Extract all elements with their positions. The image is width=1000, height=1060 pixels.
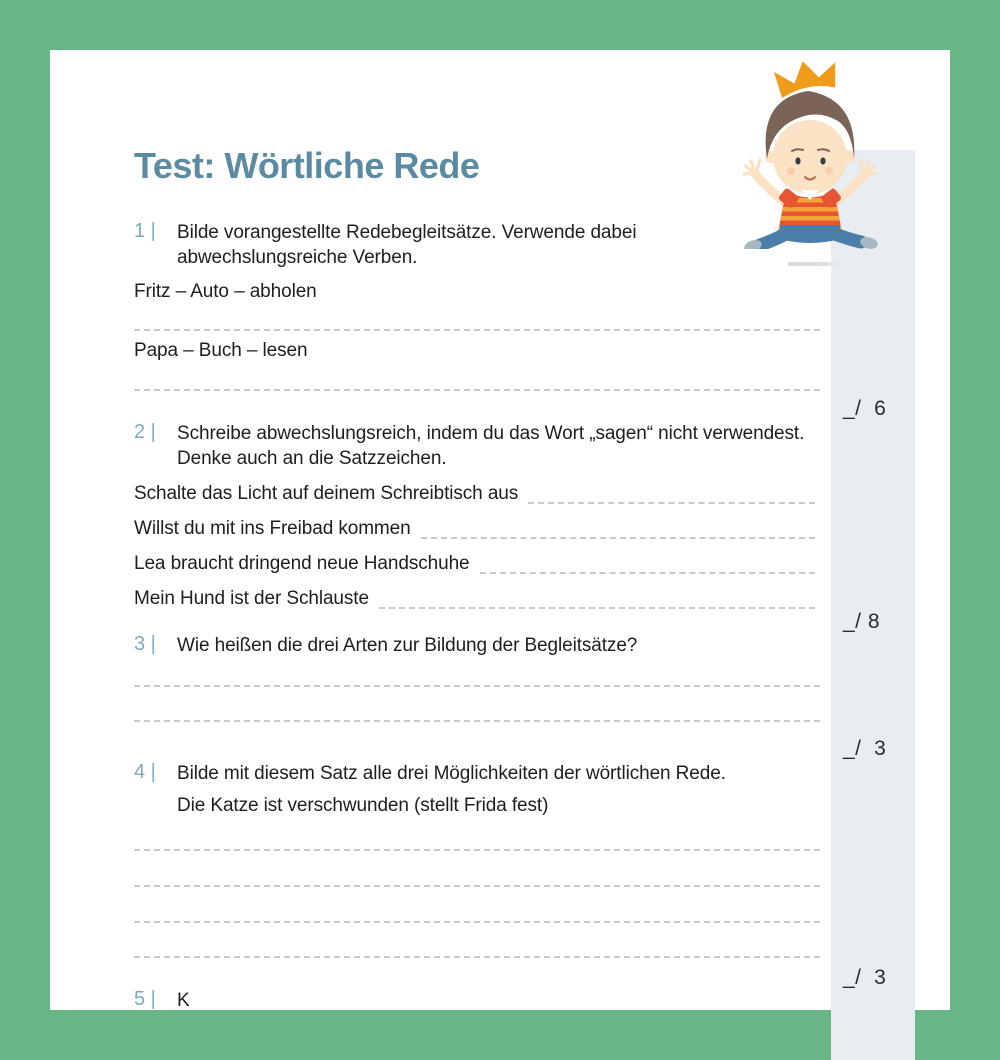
task-1-header: [134, 220, 636, 270]
writing-line: [134, 329, 820, 331]
task-2-instruction: Schreibe abwechslungsreich, indem du das Wort „sagen“ nicht verwendest. Denke auch an die Satzzeichen.: [177, 423, 805, 469]
writing-line: [134, 849, 820, 851]
writing-line: [134, 389, 820, 391]
task-4-score: _/ 3: [843, 966, 887, 989]
task-5-header-clipped: [134, 988, 834, 1010]
writing-line: [134, 720, 820, 722]
boy-shadow: [788, 262, 838, 266]
score-column: [831, 150, 915, 1060]
task-4-header: [134, 761, 726, 786]
task-2-header: [134, 421, 804, 471]
task-1-instruction: Bilde vorangestellte Redebegleitsätze. Verwende dabei abwechslungsreiche Verben.: [177, 222, 637, 268]
task-2-score: _/ 8: [843, 610, 881, 633]
writing-line: [480, 572, 816, 574]
writing-line: [379, 607, 815, 609]
task-1-score: _/ 6: [843, 397, 887, 420]
task-2-number: 2 |: [134, 421, 156, 443]
task-2-item-4: Mein Hund ist der Schlauste: [134, 587, 815, 611]
writing-line: [134, 685, 820, 687]
task-4-instruction: Bilde mit diesem Satz alle drei Möglichkeiten der wörtlichen Rede.: [177, 763, 726, 784]
task-3-number: 3 |: [134, 633, 156, 655]
page-title: Test: Wörtliche Rede: [134, 145, 480, 186]
task-2-item-3: Lea braucht dringend neue Handschuhe: [134, 552, 815, 576]
task-3-instruction: Wie heißen die drei Arten zur Bildung der Begleitsätze?: [177, 635, 638, 656]
writing-line: [134, 921, 820, 923]
worksheet-page: [50, 50, 950, 1010]
task-5-number: 5 |: [134, 988, 156, 1010]
writing-line: [528, 502, 815, 504]
task-3-header: [134, 633, 637, 658]
task-2-item-2: Willst du mit ins Freibad kommen: [134, 517, 815, 541]
writing-line: [421, 537, 815, 539]
task-4-number: 4 |: [134, 761, 156, 783]
task-1-number: 1 |: [134, 220, 156, 242]
writing-line: [134, 956, 820, 958]
task-5-instruction: K: [177, 990, 190, 1010]
task-4-example-sentence: Die Katze ist verschwunden (stellt Frida fest): [177, 795, 549, 816]
task-3-score: _/ 3: [843, 737, 887, 760]
writing-line: [134, 885, 820, 887]
task-1-prompt-2: Papa – Buch – lesen: [134, 340, 308, 361]
task-1-prompt-1: Fritz – Auto – abholen: [134, 281, 317, 302]
task-2-item-1: Schalte das Licht auf deinem Schreibtisch aus: [134, 482, 815, 506]
jumping-boy-with-crown-illustration: [742, 57, 882, 249]
